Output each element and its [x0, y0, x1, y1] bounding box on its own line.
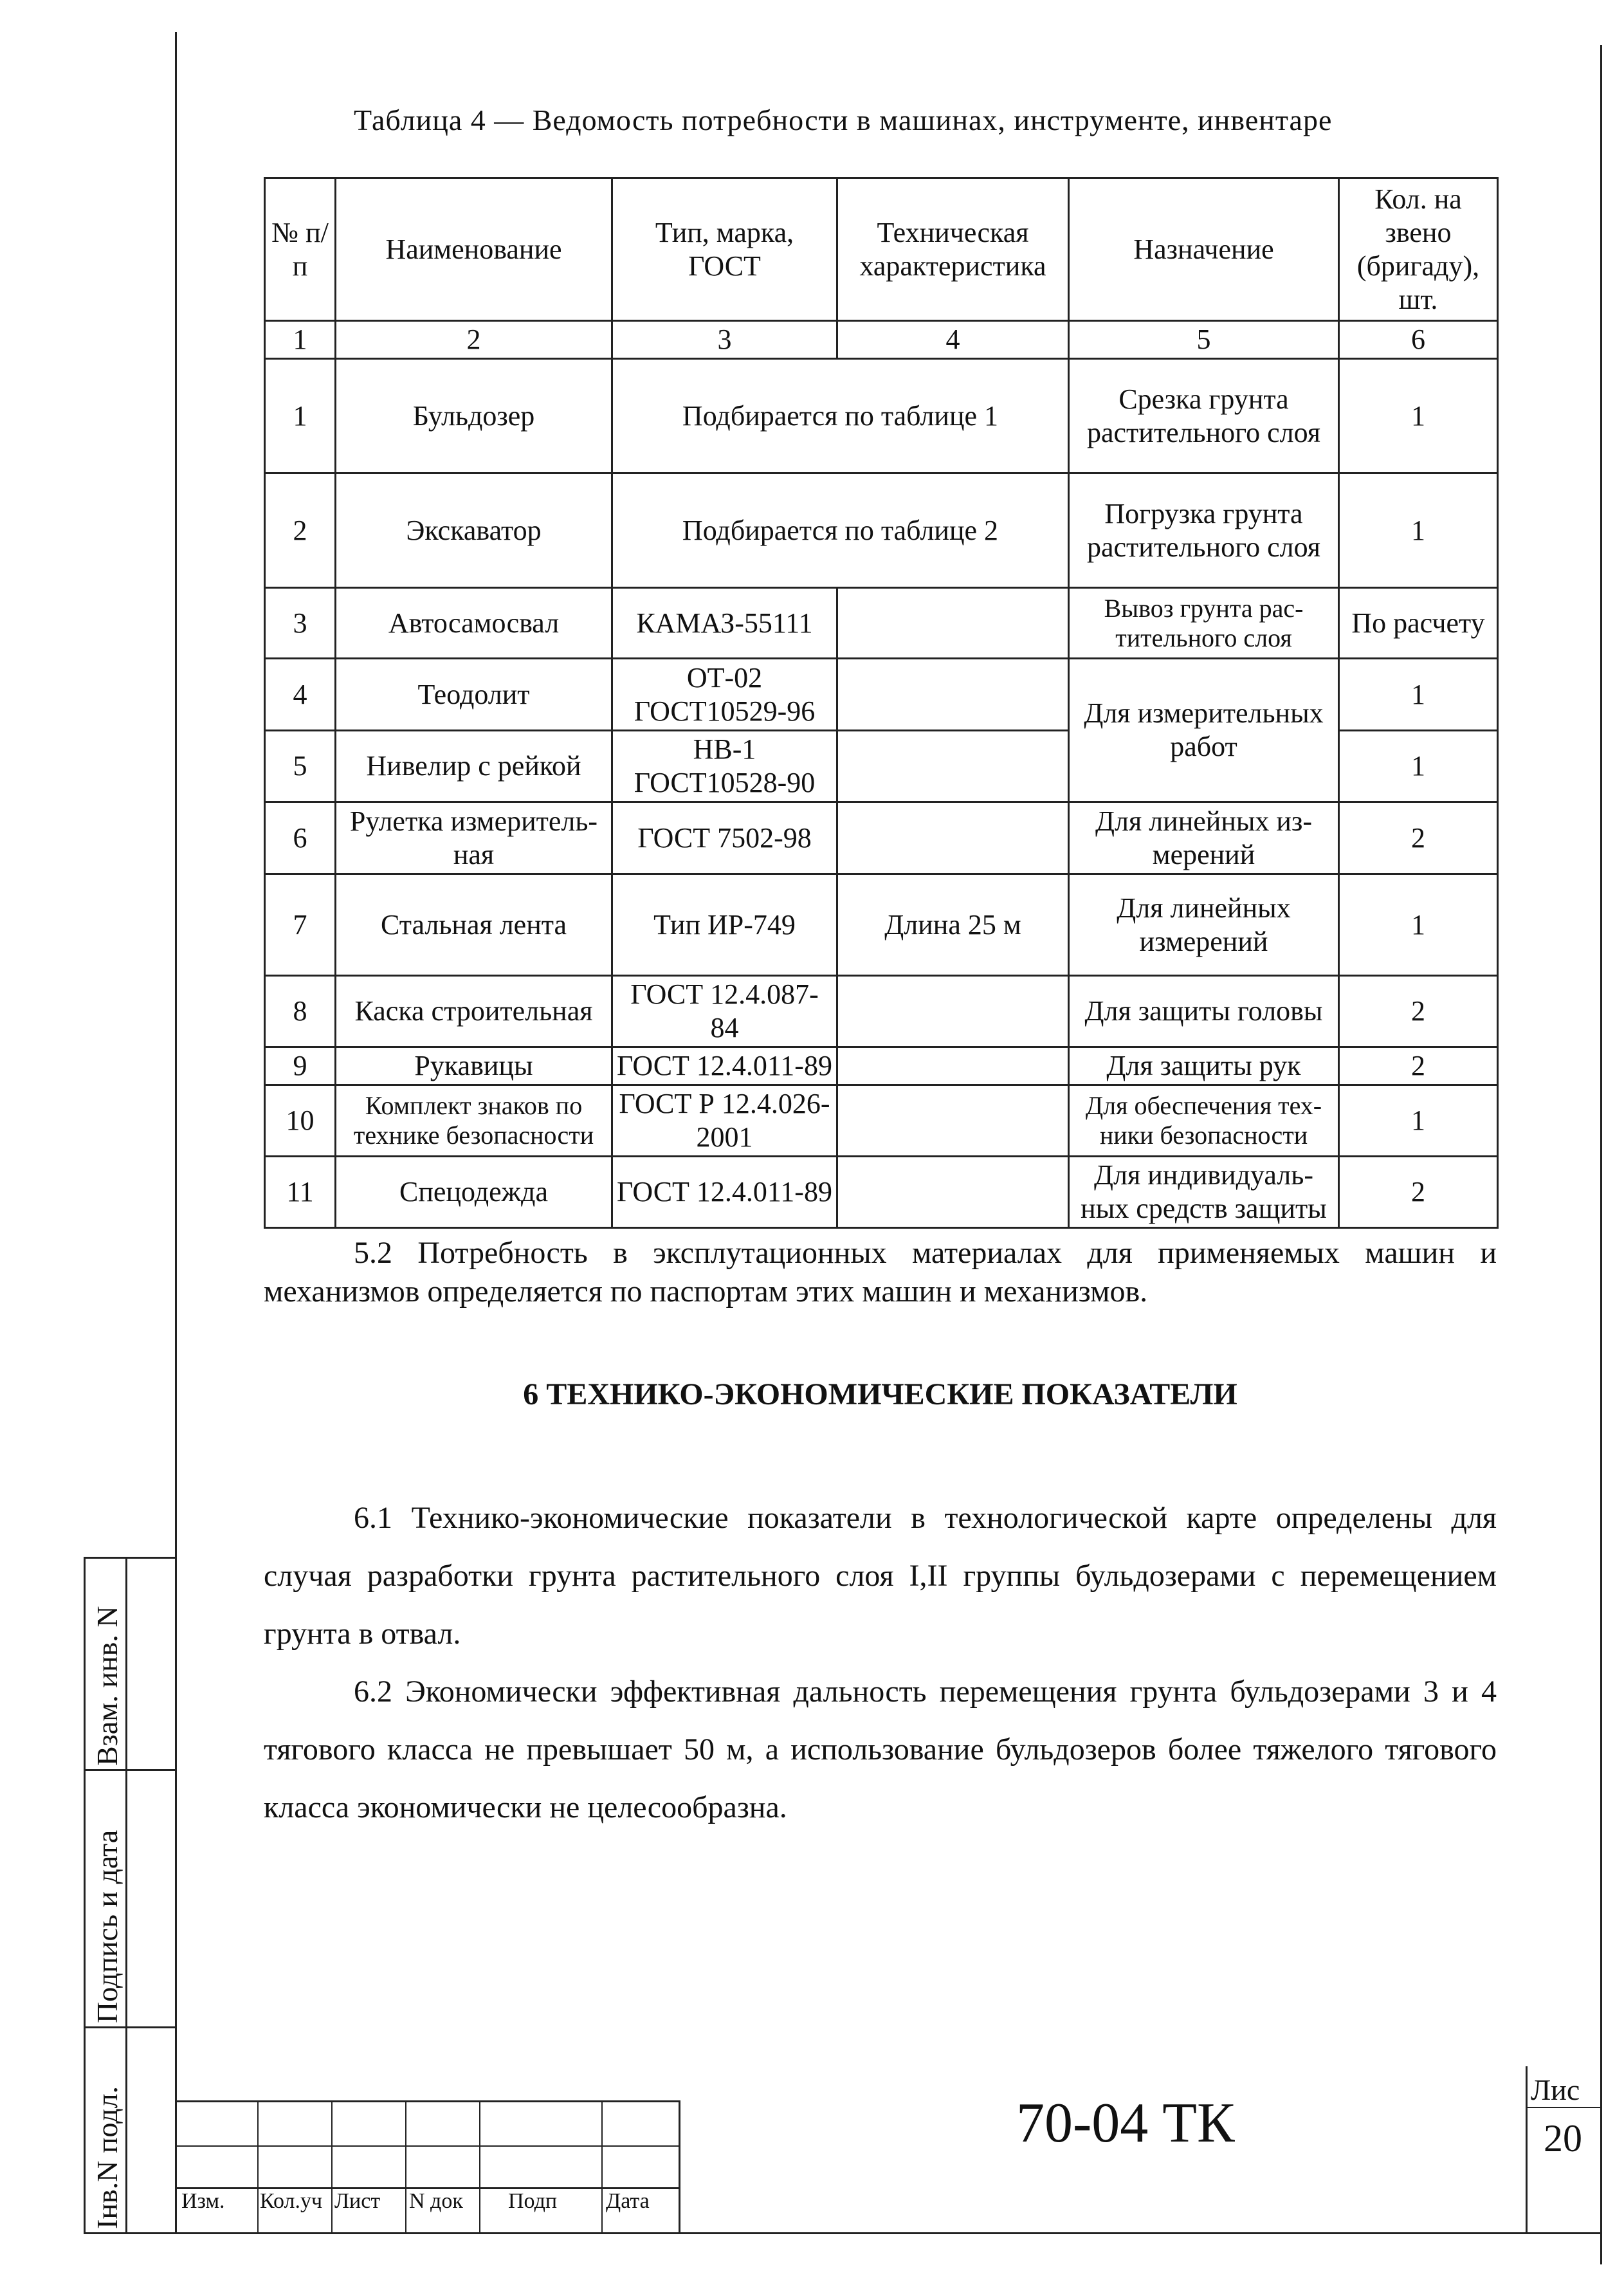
stamp-col-line [405, 2100, 406, 2232]
stamp-col-line [331, 2100, 333, 2232]
row-tech [837, 1085, 1069, 1157]
row-name: Бульдозер [336, 359, 612, 473]
frame-right-line [1600, 45, 1602, 2264]
table-row [265, 1085, 1498, 1157]
row-purpose: Для индивидуаль-ных средств защиты [1069, 1157, 1339, 1228]
row-purpose: Для защиты рук [1069, 1047, 1339, 1085]
row-number: 5 [265, 731, 336, 802]
row-tech [837, 731, 1069, 802]
document-code: 70-04 ТК [1016, 2092, 1235, 2154]
stamp-col-data: Дата [606, 2189, 650, 2213]
table-row [265, 802, 1498, 874]
side-strip-div1 [84, 1769, 177, 1771]
column-number: 5 [1069, 321, 1339, 359]
side-label-vzam: Взам. инв. N [91, 1606, 123, 1766]
row-name: Теодолит [336, 659, 612, 731]
row-qty: 1 [1339, 359, 1498, 473]
row-qty: 2 [1339, 802, 1498, 874]
table-row [265, 1157, 1498, 1228]
row-purpose: Для линейных измерений [1069, 874, 1339, 976]
section-heading-6: 6 ТЕХНИКО-ЭКОНОМИЧЕСКИЕ ПОКАЗАТЕЛИ [523, 1377, 1237, 1411]
stamp-col-izm: Изм. [181, 2189, 225, 2213]
table-caption: Таблица 4 — Ведомость потребности в машинах, инструменте, инвентаре [354, 104, 1333, 136]
sheet-box-left [1526, 2066, 1528, 2232]
row-purpose: Для линейных из-мерений [1069, 802, 1339, 874]
table-row [265, 359, 1498, 473]
table-row [265, 659, 1498, 731]
sheet-label: Лис [1531, 2073, 1580, 2106]
paragraph-5-2: 5.2 Потребность в эксплутационных материалах для применяемых машин и механизмов определяется по паспортам этих машин и механизмов. [264, 1236, 1497, 1308]
row-type: Подбирается по таблице 2 [612, 473, 1069, 588]
row-name: Автосамосвал [336, 588, 612, 659]
sheet-number: 20 [1544, 2117, 1582, 2160]
row-type: Подбирается по таблице 1 [612, 359, 1069, 473]
stamp-col-line [601, 2100, 603, 2232]
row-qty: 2 [1339, 1047, 1498, 1085]
row-qty: 1 [1339, 473, 1498, 588]
stamp-col-list: Лист [334, 2189, 381, 2213]
frame-bottom-line [84, 2232, 1601, 2234]
header-cell: № п/п [265, 178, 336, 321]
header-cell: Наименование [336, 178, 612, 321]
header-cell: Тип, марка, ГОСТ [612, 178, 837, 321]
paragraph-6-2: 6.2 Экономически эффективная дальность перемещения грунта бульдозерами 3 и 4 тягового класса не превышает 50 м, а использование бульдозеров более тяжелого тягового класса экономически не целесообразна. [264, 1675, 1497, 1824]
row-number: 7 [265, 874, 336, 976]
row-number: 2 [265, 473, 336, 588]
row-type: КАМАЗ-55111 [612, 588, 837, 659]
row-qty: 1 [1339, 731, 1498, 802]
table-header-row [265, 178, 1498, 321]
column-number: 2 [336, 321, 612, 359]
row-tech: Длина 25 м [837, 874, 1069, 976]
row-qty: 1 [1339, 1085, 1498, 1157]
row-type: ГОСТ 12.4.011-89 [612, 1157, 837, 1228]
row-name: Стальная лента [336, 874, 612, 976]
row-type: ОТ-02 ГОСТ10529-96 [612, 659, 837, 731]
row-name: Рукавицы [336, 1047, 612, 1085]
header-cell: Техническая характеристика [837, 178, 1069, 321]
column-number-row [265, 321, 1498, 359]
row-name: Нивелир с рейкой [336, 731, 612, 802]
stamp-col-ndok: N док [409, 2189, 463, 2213]
row-tech [837, 1047, 1069, 1085]
row-qty: 2 [1339, 1157, 1498, 1228]
side-strip-top [84, 1557, 177, 1559]
column-number: 1 [265, 321, 336, 359]
paragraph-6-1: 6.1 Технико-экономические показатели в технологической карте определены для случая разработки грунта растительного слоя I,II группы бульдозерами с перемещением грунта в отвал. [264, 1501, 1497, 1651]
row-qty: 1 [1339, 874, 1498, 976]
row-type: ГОСТ 12.4.011-89 [612, 1047, 837, 1085]
side-strip-left [84, 1557, 86, 2232]
row-type: ГОСТ 12.4.087-84 [612, 976, 837, 1047]
side-label-inv-podl: Інв.N подл. [91, 2086, 123, 2229]
table-row [265, 1047, 1498, 1085]
side-strip-div2 [84, 2026, 177, 2028]
row-tech [837, 976, 1069, 1047]
row-purpose: Срезка грунта растительного слоя [1069, 359, 1339, 473]
row-name: Комплект знаков по технике безопасности [336, 1085, 612, 1157]
stamp-col-kol: Кол.уч [260, 2189, 323, 2213]
table-row [265, 874, 1498, 976]
side-strip-mid [125, 1557, 127, 2232]
header-cell: Назначение [1069, 178, 1339, 321]
header-cell: Кол. на звено (бригаду), шт. [1339, 178, 1498, 321]
row-number: 10 [265, 1085, 336, 1157]
row-number: 4 [265, 659, 336, 731]
column-number: 4 [837, 321, 1069, 359]
stamp-divider [679, 2100, 680, 2232]
row-purpose: Вывоз грунта рас-тительного слоя [1069, 588, 1339, 659]
table-row [265, 588, 1498, 659]
row-number: 1 [265, 359, 336, 473]
sheet-box-mid [1526, 2107, 1600, 2108]
column-number: 3 [612, 321, 837, 359]
row-type: ГОСТ Р 12.4.026-2001 [612, 1085, 837, 1157]
row-number: 11 [265, 1157, 336, 1228]
row-name: Спецодежда [336, 1157, 612, 1228]
stamp-col-line [479, 2100, 480, 2232]
row-number: 9 [265, 1047, 336, 1085]
row-purpose: Для обеспечения тех-ники безопасности [1069, 1085, 1339, 1157]
table-row [265, 976, 1498, 1047]
row-purpose: Для измерительных работ [1069, 659, 1339, 802]
frame-left-line [175, 32, 177, 2232]
row-qty: 2 [1339, 976, 1498, 1047]
row-type: НВ-1 ГОСТ10528-90 [612, 731, 837, 802]
row-purpose: Для защиты головы [1069, 976, 1339, 1047]
row-tech [837, 1157, 1069, 1228]
table-row [265, 473, 1498, 588]
stamp-row-line [177, 2145, 679, 2147]
row-number: 6 [265, 802, 336, 874]
row-purpose: Погрузка грунта растительного слоя [1069, 473, 1339, 588]
row-type: Тип ИР-749 [612, 874, 837, 976]
row-type: ГОСТ 7502-98 [612, 802, 837, 874]
stamp-col-line [257, 2100, 259, 2232]
side-label-podpis: Подпись и дата [91, 1830, 123, 2023]
row-qty: 1 [1339, 659, 1498, 731]
row-name: Каска строительная [336, 976, 612, 1047]
row-name: Рулетка измеритель-ная [336, 802, 612, 874]
row-tech [837, 659, 1069, 731]
stamp-col-podp: Подп [508, 2189, 558, 2213]
row-number: 8 [265, 976, 336, 1047]
column-number: 6 [1339, 321, 1498, 359]
row-number: 3 [265, 588, 336, 659]
row-tech [837, 588, 1069, 659]
row-qty: По расчету [1339, 588, 1498, 659]
row-tech [837, 802, 1069, 874]
equipment-table [264, 177, 1499, 1229]
row-name: Экскаватор [336, 473, 612, 588]
stamp-top-line [177, 2100, 679, 2102]
